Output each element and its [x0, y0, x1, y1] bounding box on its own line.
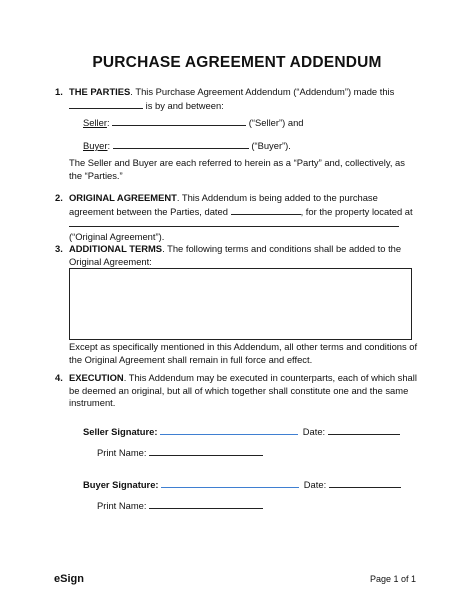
seller-suffix: (“Seller”) and — [248, 117, 304, 128]
section-heading: ORIGINAL AGREEMENT — [69, 192, 177, 203]
seller-print-name-label: Print Name: — [97, 447, 147, 458]
seller-print-name-field[interactable] — [149, 446, 263, 456]
agreement-date-field[interactable] — [69, 99, 143, 109]
buyer-signature-label: Buyer Signature — [83, 479, 156, 490]
section-heading: EXECUTION — [69, 372, 124, 383]
seller-signature-colon: : — [154, 426, 158, 437]
buyer-label: Buyer — [83, 140, 108, 151]
original-text-2a: agreement between the Parties, dated — [69, 205, 228, 217]
page-number: Page 1 of 1 — [369, 574, 416, 584]
buyer-line — [83, 139, 291, 152]
section-number: 4. — [55, 372, 63, 383]
buyer-signature-field[interactable] — [161, 478, 299, 488]
section-heading: ADDITIONAL TERMS — [69, 243, 163, 254]
execution-text: . This Addendum may be executed in counterparts, each of which shall be deemed an original, but all of which together shall constitute one and the same instrument. — [69, 372, 417, 409]
terms-after-text: Except as specifically mentioned in this Addendum, all other terms and conditions of the Original Agreement shall remain in full force and effect. — [69, 341, 418, 365]
original-text-3: (“Original Agreement”). — [69, 230, 165, 242]
parties-note: The Seller and Buyer are each referred to herein as a “Party” and, collectively, as the “Parties.” — [69, 157, 405, 181]
esign-logo: eSign — [54, 573, 84, 585]
section-number: 1. — [55, 86, 63, 97]
seller-line — [83, 116, 304, 129]
additional-terms-box[interactable] — [69, 268, 412, 340]
original-text-1: . This Addendum is being added to the purchase — [176, 192, 378, 203]
seller-signature-label: Seller Signature — [83, 426, 155, 437]
section-parties — [55, 86, 424, 112]
property-address-field[interactable] — [69, 219, 399, 227]
seller-colon: : — [106, 117, 110, 128]
seller-print-name-row — [97, 446, 263, 459]
terms-text-1: . The following terms and conditions shall be added to the — [162, 243, 402, 254]
document-title: PURCHASE AGREEMENT ADDENDUM — [92, 54, 382, 71]
original-date-field[interactable] — [231, 205, 301, 215]
buyer-date-field[interactable] — [329, 478, 401, 488]
terms-text-2: Original Agreement: — [69, 255, 152, 267]
buyer-suffix: (“Buyer”). — [251, 140, 291, 151]
section-original-agreement — [55, 192, 424, 243]
section-number: 3. — [55, 243, 63, 254]
buyer-print-name-field[interactable] — [149, 499, 263, 509]
section-heading: THE PARTIES — [69, 86, 131, 97]
buyer-name-field[interactable] — [113, 139, 249, 149]
section-additional-terms — [55, 243, 424, 268]
original-text-2b: , for the property located at — [300, 205, 413, 217]
buyer-print-name-row — [97, 499, 263, 512]
buyer-signature-row — [83, 478, 401, 491]
buyer-print-name-label: Print Name: — [97, 500, 147, 511]
section-number: 2. — [55, 192, 63, 203]
seller-date-field[interactable] — [328, 425, 400, 435]
seller-signature-field[interactable] — [160, 425, 298, 435]
seller-name-field[interactable] — [112, 116, 246, 126]
seller-date-label: Date: — [302, 426, 326, 437]
buyer-colon: : — [107, 140, 111, 151]
parties-text-2: is by and between: — [145, 99, 224, 111]
buyer-date-label: Date: — [303, 479, 327, 490]
section-execution — [55, 372, 424, 410]
seller-signature-row — [83, 425, 400, 438]
parties-text-1: . This Purchase Agreement Addendum (“Addendum”) made this — [130, 86, 395, 97]
buyer-signature-colon: : — [155, 479, 159, 490]
seller-label: Seller — [83, 117, 107, 128]
